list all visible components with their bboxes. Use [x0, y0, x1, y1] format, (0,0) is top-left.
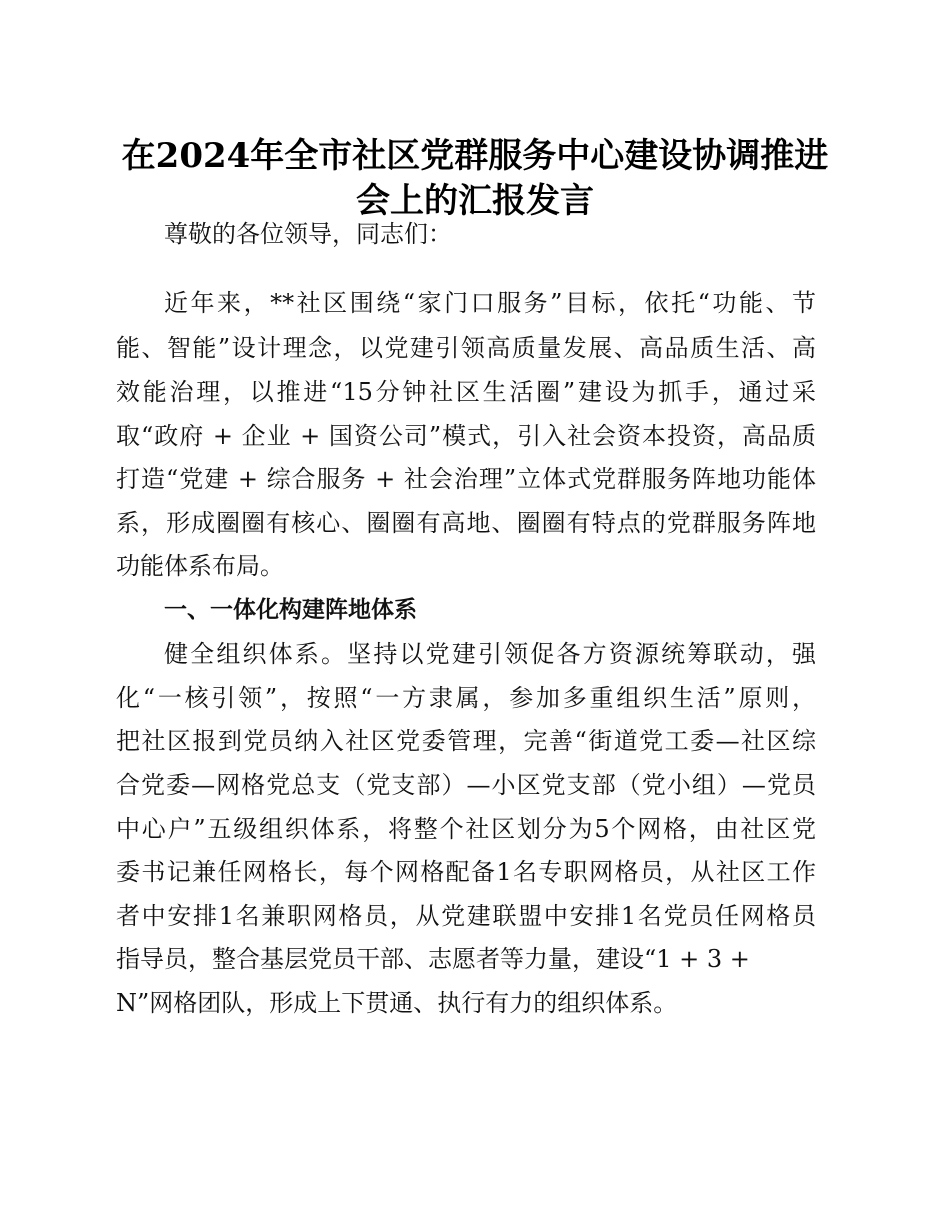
section-1-line-3: 把社区报到党员纳入社区党委管理，完善“街道党工委—社区综 — [116, 727, 816, 755]
intro-line-3: 效能治理，以推进“15分钟社区生活圈”建设为抓手，通过采 — [116, 378, 816, 406]
intro-line-4: 取“政府 + 企业 + 国资公司”模式，引入社会资本投资，高品质 — [116, 422, 816, 450]
intro-line-5: 打造“党建 + 综合服务 + 社会治理”立体式党群服务阵地功能体 — [116, 465, 816, 493]
intro-line-1: 近年来，**社区围绕“家门口服务”目标，依托“功能、节 — [164, 289, 816, 317]
section-1-line-6: 委书记兼任网格长，每个网格配备1名专职网格员，从社区工作 — [116, 858, 816, 886]
section-1-heading: 一、一体化构建阵地体系 — [164, 597, 417, 623]
section-1-line-9: N”网格团队，形成上下贯通、执行有力的组织体系。 — [116, 989, 678, 1017]
intro-line-6: 系，形成圈圈有核心、圈圈有高地、圈圈有特点的党群服务阵地 — [116, 509, 816, 537]
section-1-line-4: 合党委—网格党总支（党支部）—小区党支部（党小组）—党员 — [116, 771, 816, 799]
section-1-line-7: 者中安排1名兼职网格员，从党建联盟中安排1名党员任网格员 — [116, 902, 816, 930]
intro-line-7: 功能体系布局。 — [116, 552, 284, 580]
intro-line-2: 能、智能”设计理念，以党建引领高质量发展、高品质生活、高 — [116, 334, 816, 362]
section-1-line-2: 化“一核引领”，按照“一方隶属，参加多重组织生活”原则， — [116, 684, 816, 712]
section-1-line-1: 健全组织体系。坚持以党建引领促各方资源统筹联动，强 — [164, 640, 816, 668]
section-1-line-5: 中心户”五级组织体系，将整个社区划分为5个网格，由社区党 — [116, 815, 816, 843]
document-title-line-1: 在2024年全市社区党群服务中心建设协调推进 — [121, 136, 829, 176]
document-title-line-2: 会上的汇报发言 — [356, 181, 594, 221]
salutation: 尊敬的各位领导，同志们： — [164, 220, 452, 248]
section-1-line-8: 指导员，整合基层党员干部、志愿者等力量，建设“1 + 3 + — [116, 945, 750, 973]
